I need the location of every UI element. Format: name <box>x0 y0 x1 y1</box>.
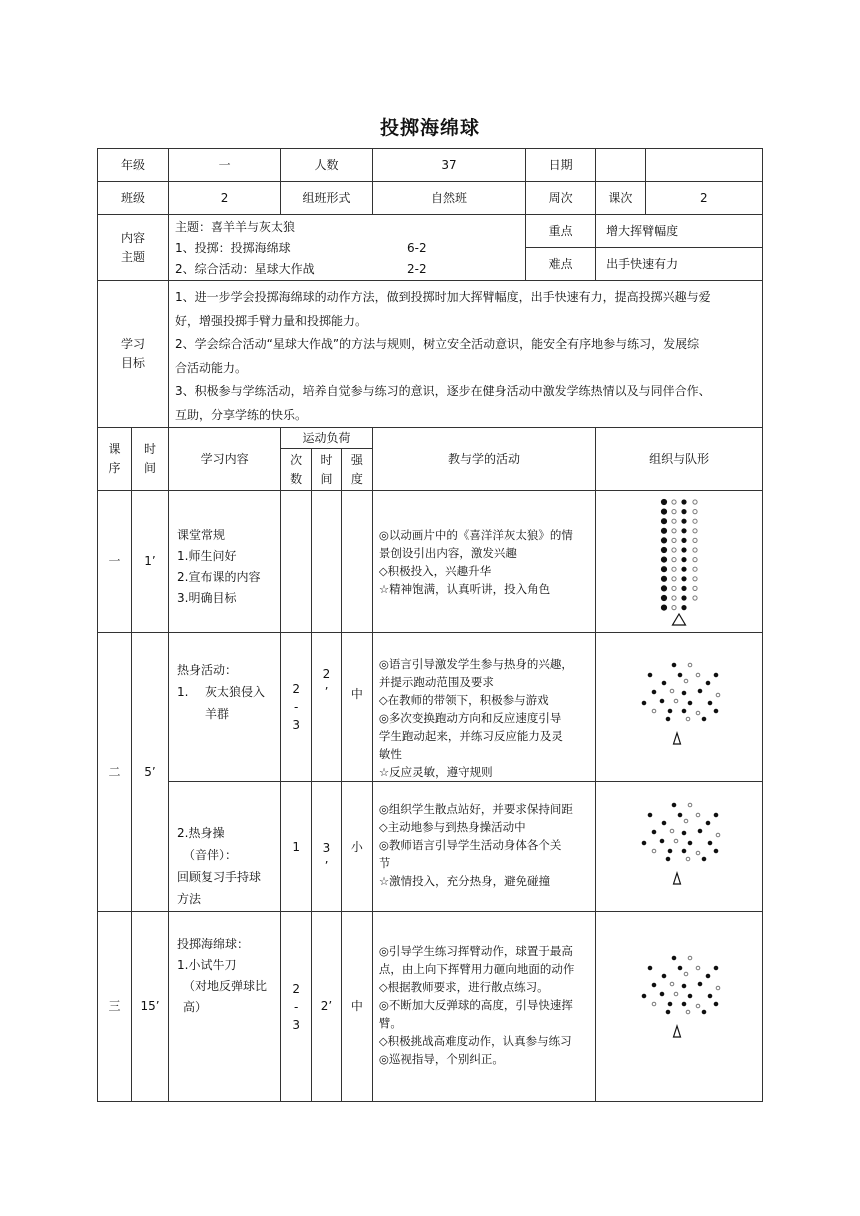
student-dot-icon <box>716 693 720 697</box>
student-dot-icon <box>670 982 674 986</box>
header-intensity: 强 度 <box>341 449 372 491</box>
section-2a-content: 热身活动： 1. 灰太狼侵入 羊群 <box>169 633 281 782</box>
section-row-3 <box>98 912 763 1102</box>
student-dot-icon <box>672 956 676 960</box>
student-dot-icon <box>678 966 682 970</box>
student-dot-icon <box>693 595 697 599</box>
info-row-1 <box>98 149 763 182</box>
group-value: 自然班 <box>372 182 525 215</box>
student-dot-icon <box>682 709 686 713</box>
section-2a-formation <box>596 633 763 782</box>
student-dot-icon <box>698 689 702 693</box>
grade-value: 一 <box>169 149 281 182</box>
student-dot-icon <box>661 537 666 542</box>
student-dot-icon <box>662 974 666 978</box>
column-formation-diagram <box>619 496 739 628</box>
student-dot-icon <box>706 681 710 685</box>
count-value: 37 <box>372 149 525 182</box>
student-dot-icon <box>660 699 664 703</box>
section-1-duration <box>312 491 342 633</box>
student-dot-icon <box>696 673 700 677</box>
section-1-time: 1’ <box>131 491 168 633</box>
lesson-plan-table <box>97 148 763 1102</box>
student-dot-icon <box>670 689 674 693</box>
student-dot-icon <box>693 519 697 523</box>
teacher-triangle-icon <box>674 873 681 884</box>
section-3-seq: 三 <box>98 912 132 1102</box>
student-dot-icon <box>708 994 712 998</box>
student-dot-icon <box>682 984 686 988</box>
student-dot-icon <box>660 992 664 996</box>
student-dot-icon <box>698 982 702 986</box>
student-dot-icon <box>672 557 676 561</box>
student-dot-icon <box>688 663 692 667</box>
student-dot-icon <box>714 709 718 713</box>
header-row-1 <box>98 428 763 449</box>
student-dot-icon <box>684 679 688 683</box>
student-dot-icon <box>672 547 676 551</box>
class-value: 2 <box>169 182 281 215</box>
section-row-1 <box>98 491 763 633</box>
date-label: 日期 <box>526 149 596 182</box>
student-dot-icon <box>693 528 697 532</box>
lesson-label: 课次 <box>596 182 645 215</box>
section-2b-intensity: 小 <box>341 782 372 912</box>
student-dot-icon <box>661 576 666 581</box>
student-dot-icon <box>652 1002 656 1006</box>
page-title: 投掷海绵球 <box>379 117 480 139</box>
student-dot-icon <box>682 849 686 853</box>
student-dot-icon <box>688 994 692 998</box>
student-dot-icon <box>684 819 688 823</box>
header-formation: 组织与队形 <box>596 428 763 491</box>
student-dot-icon <box>708 841 712 845</box>
student-dot-icon <box>674 992 678 996</box>
student-dot-icon <box>666 717 670 721</box>
student-dot-icon <box>684 972 688 976</box>
scatter-formation-diagram <box>624 657 734 757</box>
header-seq: 课 序 <box>98 428 132 491</box>
header-times: 次 数 <box>281 449 312 491</box>
student-dot-icon <box>648 673 652 677</box>
section-3-time: 15’ <box>131 912 168 1102</box>
section-3-content: 投掷海绵球： 1.小试牛刀 （对地反弹球比 高） <box>169 912 281 1102</box>
student-dot-icon <box>672 528 676 532</box>
section-1-formation <box>596 491 763 633</box>
student-dot-icon <box>672 509 676 513</box>
student-dot-icon <box>666 857 670 861</box>
student-dot-icon <box>648 813 652 817</box>
student-dot-icon <box>682 499 686 503</box>
section-2a-activity: ◎语言引导激发学生参与热身的兴趣， 并提示跑动范围及要求 ◇在教师的带领下，积极参与游戏 ◎多次变换跑动方向和反应速度引导 学生跑动起来，并练习反应能力及灵 敏性 ☆反应灵敏，遵守规则 <box>372 633 595 782</box>
section-2-seq: 二 <box>98 633 132 912</box>
student-dot-icon <box>668 709 672 713</box>
section-3-activity: ◎引导学生练习挥臂动作，球置于最高 点，由上向下挥臂用力砸向地面的动作 ◇根据教师要求，进行散点练习。 ◎不断加大反弹球的高度，引导快速挥 臂。 ◇积极挑战高难度动作，认真参与练习 ◎巡视指导，个别纠正。 <box>372 912 595 1102</box>
section-1-times <box>281 491 312 633</box>
student-dot-icon <box>698 829 702 833</box>
student-dot-icon <box>688 956 692 960</box>
student-dot-icon <box>682 547 686 551</box>
student-dot-icon <box>696 813 700 817</box>
group-label: 组班形式 <box>281 182 373 215</box>
student-dot-icon <box>714 673 718 677</box>
section-2a-times: 2 - 3 <box>281 633 312 782</box>
student-dot-icon <box>672 499 676 503</box>
teacher-triangle-icon <box>673 614 686 625</box>
student-dot-icon <box>652 849 656 853</box>
header-activity: 教与学的活动 <box>372 428 595 491</box>
student-dot-icon <box>670 829 674 833</box>
section-2b-duration: 3 ’ <box>312 782 342 912</box>
header-time: 时 间 <box>131 428 168 491</box>
student-dot-icon <box>714 1002 718 1006</box>
key-point-label: 重点 <box>526 215 596 248</box>
lesson-value: 2 <box>645 182 762 215</box>
student-dot-icon <box>696 1004 700 1008</box>
student-dot-icon <box>693 509 697 513</box>
student-dot-icon <box>662 681 666 685</box>
goals-label: 学习 目标 <box>98 281 169 428</box>
scatter-formation-diagram <box>624 950 734 1050</box>
student-dot-icon <box>716 833 720 837</box>
student-dot-icon <box>682 519 686 523</box>
student-dot-icon <box>660 839 664 843</box>
section-2a-duration: 2 ’ <box>312 633 342 782</box>
student-dot-icon <box>693 557 697 561</box>
student-dot-icon <box>708 701 712 705</box>
content-theme-value <box>169 215 526 281</box>
section-row-2b <box>98 782 763 912</box>
student-dot-icon <box>652 983 656 987</box>
student-dot-icon <box>682 1002 686 1006</box>
student-dot-icon <box>686 857 690 861</box>
header-content: 学习内容 <box>169 428 281 491</box>
student-dot-icon <box>672 803 676 807</box>
student-dot-icon <box>702 1010 706 1014</box>
student-dot-icon <box>702 717 706 721</box>
student-dot-icon <box>682 538 686 542</box>
section-3-duration: 2’ <box>312 912 342 1102</box>
student-dot-icon <box>672 595 676 599</box>
student-dot-icon <box>672 519 676 523</box>
student-dot-icon <box>693 576 697 580</box>
student-dot-icon <box>672 576 676 580</box>
student-dot-icon <box>661 557 666 562</box>
student-dot-icon <box>668 849 672 853</box>
count-label: 人数 <box>281 149 373 182</box>
student-dot-icon <box>682 528 686 532</box>
section-2a-intensity: 中 <box>341 633 372 782</box>
student-dot-icon <box>642 701 646 705</box>
difficulty-label: 难点 <box>526 248 596 281</box>
student-dot-icon <box>706 821 710 825</box>
teacher-triangle-icon <box>674 733 681 744</box>
student-dot-icon <box>661 518 666 523</box>
student-dot-icon <box>686 717 690 721</box>
student-dot-icon <box>672 538 676 542</box>
section-2b-activity: ◎组织学生散点站好，并要求保持间距 ◇主动地参与到热身操活动中 ◎教师语言引导学生活动身体各个关 节 ☆激情投入，充分热身，避免碰撞 <box>372 782 595 912</box>
student-dot-icon <box>693 538 697 542</box>
student-dot-icon <box>682 831 686 835</box>
student-dot-icon <box>696 966 700 970</box>
student-dot-icon <box>682 576 686 580</box>
student-dot-icon <box>674 699 678 703</box>
key-point-value: 增大挥臂幅度 <box>596 215 763 248</box>
grade-label: 年级 <box>98 149 169 182</box>
student-dot-icon <box>693 547 697 551</box>
goals-row <box>98 281 763 428</box>
content-theme-label: 内容 主题 <box>98 215 169 281</box>
difficulty-value: 出手快速有力 <box>596 248 763 281</box>
student-dot-icon <box>714 813 718 817</box>
student-dot-icon <box>682 509 686 513</box>
student-dot-icon <box>693 586 697 590</box>
section-2-time: 5’ <box>131 633 168 912</box>
scatter-formation-diagram <box>624 797 734 897</box>
class-label: 班级 <box>98 182 169 215</box>
student-dot-icon <box>714 966 718 970</box>
date-value-1 <box>596 149 645 182</box>
goals-text: 1、进一步学会投掷海绵球的动作方法，做到投掷时加大挥臂幅度，出手快速有力，提高投掷兴趣与爱 好，增强投掷手臂力量和投掷能力。 2、学会综合活动“星球大作战”的方法与规则，树立安全活动意识，能安全有序地参与练习，发展综 合活动能力。 3、积极参与学练活动，培养自觉参与练习的意识，逐步在健身活动中激发学练热情以及与同伴合作、 互助，分享学练的快乐。 <box>169 281 763 428</box>
student-dot-icon <box>682 605 686 609</box>
student-dot-icon <box>672 605 676 609</box>
student-dot-icon <box>682 691 686 695</box>
week-label: 周次 <box>526 182 596 215</box>
student-dot-icon <box>652 690 656 694</box>
student-dot-icon <box>661 528 666 533</box>
student-dot-icon <box>652 830 656 834</box>
section-2b-times: 1 <box>281 782 312 912</box>
student-dot-icon <box>702 857 706 861</box>
section-row-2a <box>98 633 763 782</box>
section-3-times: 2 - 3 <box>281 912 312 1102</box>
student-dot-icon <box>682 567 686 571</box>
student-dot-icon <box>706 974 710 978</box>
student-dot-icon <box>642 841 646 845</box>
student-dot-icon <box>661 595 666 600</box>
student-dot-icon <box>696 851 700 855</box>
student-dot-icon <box>672 586 676 590</box>
student-dot-icon <box>714 849 718 853</box>
student-dot-icon <box>688 803 692 807</box>
section-1-seq: 一 <box>98 491 132 633</box>
student-dot-icon <box>666 1010 670 1014</box>
student-dot-icon <box>716 986 720 990</box>
section-3-formation <box>596 912 763 1102</box>
student-dot-icon <box>642 994 646 998</box>
student-dot-icon <box>672 567 676 571</box>
theme-line: 主题：喜羊羊与灰太狼 <box>175 220 296 234</box>
student-dot-icon <box>688 841 692 845</box>
section-1-activity: ◎以动画片中的《喜洋洋灰太狼》的情 景创设引出内容，激发兴趣 ◇积极投入，兴趣升华 ☆精神饱满，认真听讲，投入角色 <box>372 491 595 633</box>
student-dot-icon <box>661 605 666 610</box>
student-dot-icon <box>678 673 682 677</box>
student-dot-icon <box>652 709 656 713</box>
topic-line-1: 1、投掷：投掷海绵球 6-2 <box>175 241 427 255</box>
student-dot-icon <box>693 499 697 503</box>
student-dot-icon <box>668 1002 672 1006</box>
student-dot-icon <box>686 1010 690 1014</box>
student-dot-icon <box>682 586 686 590</box>
student-dot-icon <box>661 547 666 552</box>
student-dot-icon <box>661 585 666 590</box>
student-dot-icon <box>682 557 686 561</box>
student-dot-icon <box>672 663 676 667</box>
content-row <box>98 215 763 248</box>
student-dot-icon <box>696 711 700 715</box>
section-1-intensity <box>341 491 372 633</box>
student-dot-icon <box>662 821 666 825</box>
info-row-2 <box>98 182 763 215</box>
header-duration: 时 间 <box>312 449 342 491</box>
student-dot-icon <box>661 509 666 514</box>
student-dot-icon <box>682 595 686 599</box>
section-2b-formation <box>596 782 763 912</box>
teacher-triangle-icon <box>674 1026 681 1037</box>
student-dot-icon <box>693 567 697 571</box>
section-3-intensity: 中 <box>341 912 372 1102</box>
header-load: 运动负荷 <box>281 428 373 449</box>
student-dot-icon <box>661 499 666 504</box>
student-dot-icon <box>688 701 692 705</box>
topic-line-2: 2、综合活动：星球大作战 2-2 <box>175 262 427 276</box>
section-2b-content: 2.热身操 （音伴）： 回顾复习手持球 方法 <box>169 782 281 912</box>
student-dot-icon <box>661 566 666 571</box>
student-dot-icon <box>648 966 652 970</box>
date-value-2 <box>645 149 762 182</box>
student-dot-icon <box>674 839 678 843</box>
student-dot-icon <box>678 813 682 817</box>
section-1-content: 课堂常规 1.师生问好 2.宣布课的内容 3.明确目标 <box>169 491 281 633</box>
